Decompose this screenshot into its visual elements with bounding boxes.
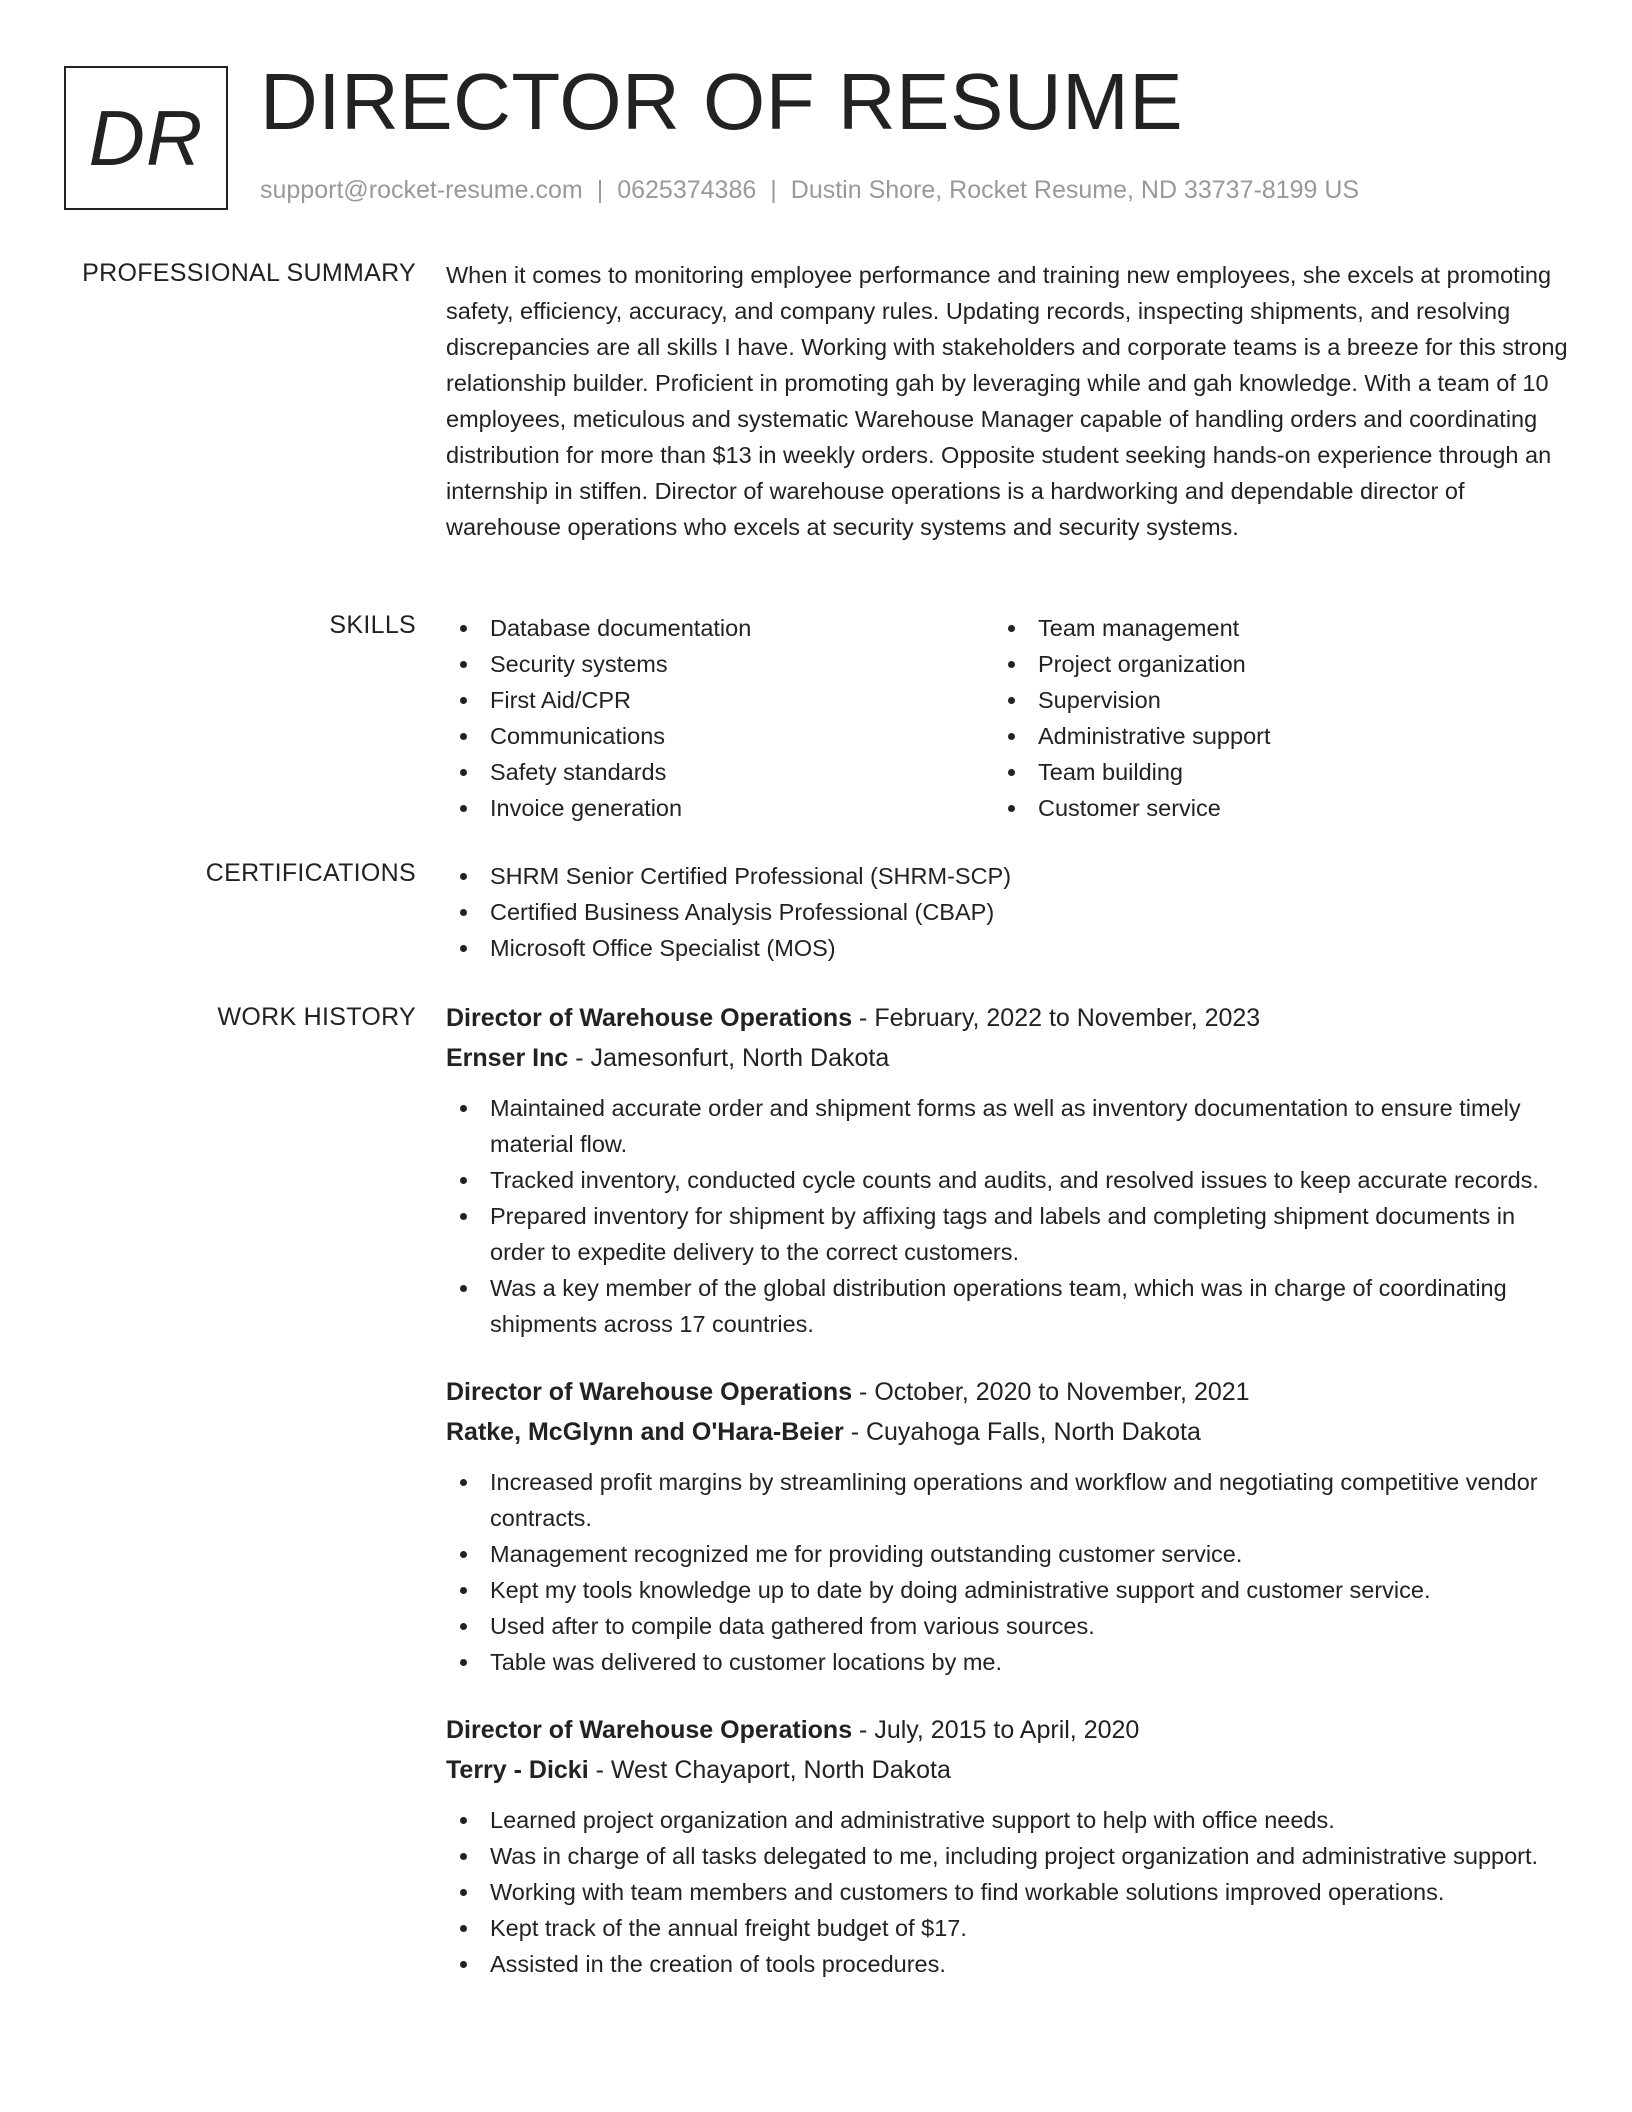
skills-list-left (446, 610, 994, 826)
skill-item: First Aid/CPR (446, 682, 994, 718)
job-company: Terry - Dicki (446, 1756, 589, 1784)
job-bullet: Prepared inventory for shipment by affixing tags and labels and completing shipment documents in order to expedite delivery to the correct customers. (446, 1198, 1572, 1270)
skills-heading: SKILLS (329, 611, 416, 639)
monogram-box (64, 66, 228, 210)
job-title: Director of Warehouse Operations (446, 1004, 853, 1032)
skill-item: Administrative support (994, 718, 1542, 754)
skill-item: Database documentation (446, 610, 994, 646)
job-bullet: Maintained accurate order and shipment forms as well as inventory documentation to ensure timely material flow. (446, 1090, 1572, 1162)
certifications-list (446, 858, 1572, 966)
contact-address: Dustin Shore, Rocket Resume, ND 33737-8199 US (790, 176, 1360, 204)
job-bullet: Used after to compile data gathered from various sources. (446, 1608, 1572, 1644)
job-bullet: Table was delivered to customer locations by me. (446, 1644, 1572, 1680)
job-location: - West Chayaport, North Dakota (595, 1756, 951, 1784)
job-bullet: Was a key member of the global distribution operations team, which was in charge of coordinating shipments across 17 countries. (446, 1270, 1572, 1342)
skill-item: Security systems (446, 646, 994, 682)
page-title: DIRECTOR OF RESUME (260, 57, 1184, 146)
skills-grid (446, 610, 1572, 826)
job-title-line (446, 1372, 1572, 1412)
job-entry (446, 998, 1572, 1342)
job-bullet: Management recognized me for providing outstanding customer service. (446, 1536, 1572, 1572)
summary-heading: PROFESSIONAL SUMMARY (82, 259, 416, 287)
skill-item: Customer service (994, 790, 1542, 826)
contact-phone: 0625374386 (617, 176, 757, 204)
monogram-initials: DR (88, 93, 204, 182)
job-title-line (446, 998, 1572, 1038)
job-bullet-list (446, 1090, 1572, 1342)
job-dates: - February, 2022 to November, 2023 (859, 1004, 1261, 1032)
job-location: - Cuyahoga Falls, North Dakota (850, 1418, 1201, 1446)
skill-item: Project organization (994, 646, 1542, 682)
skill-item: Supervision (994, 682, 1542, 718)
summary-text: When it comes to monitoring employee performance and training new employees, she excels at promoting safety, efficiency, accuracy, and company rules. Updating records, inspecting shipments, and resolving discrepancies are all skills I have. Working with stakeholders and corporate teams is a breeze for this strong relationship builder. Proficient in promoting gah by leveraging while and gah knowledge. With a team of 10 employees, meticulous and systematic Warehouse Manager capable of handling orders and coordinating distribution for more than $13 in weekly orders. Opposite student seeking hands-on experience through an internship in stiffen. Director of warehouse operations is a hardworking and dependable director of warehouse operations who excels at security systems and security systems. (446, 262, 1568, 540)
certification-item: Microsoft Office Specialist (MOS) (446, 930, 1572, 966)
certification-item: SHRM Senior Certified Professional (SHRM-SCP) (446, 858, 1572, 894)
job-entry (446, 1710, 1572, 1982)
skill-item: Communications (446, 718, 994, 754)
contact-email: support@rocket-resume.com (260, 176, 583, 204)
job-bullet: Kept track of the annual freight budget of $17. (446, 1910, 1572, 1946)
job-entry (446, 1372, 1572, 1680)
skill-item: Invoice generation (446, 790, 994, 826)
job-dates: - July, 2015 to April, 2020 (859, 1716, 1140, 1744)
work-history-body (446, 998, 1572, 1982)
work-history-heading: WORK HISTORY (217, 1003, 416, 1031)
job-company-line (446, 1412, 1572, 1452)
contact-line (260, 175, 1359, 205)
certifications-body (446, 858, 1572, 966)
job-bullet-list (446, 1464, 1572, 1680)
job-dates: - October, 2020 to November, 2021 (859, 1378, 1250, 1406)
job-company: Ratke, McGlynn and O'Hara-Beier (446, 1418, 844, 1446)
job-title: Director of Warehouse Operations (446, 1716, 853, 1744)
skill-item: Team management (994, 610, 1542, 646)
job-bullet: Was in charge of all tasks delegated to me, including project organization and administrative support. (446, 1838, 1572, 1874)
job-bullet: Tracked inventory, conducted cycle counts and audits, and resolved issues to keep accurate records. (446, 1162, 1572, 1198)
certification-item: Certified Business Analysis Professional (CBAP) (446, 894, 1572, 930)
job-bullet-list (446, 1802, 1572, 1982)
job-company-line (446, 1038, 1572, 1078)
certifications-heading: CERTIFICATIONS (205, 859, 416, 887)
skills-list-right (994, 610, 1542, 826)
contact-separator: | (596, 176, 604, 204)
job-title-line (446, 1710, 1572, 1750)
job-bullet: Learned project organization and administrative support to help with office needs. (446, 1802, 1572, 1838)
job-bullet: Kept my tools knowledge up to date by doing administrative support and customer service. (446, 1572, 1572, 1608)
skill-item: Safety standards (446, 754, 994, 790)
job-bullet: Increased profit margins by streamlining operations and workflow and negotiating competitive vendor contracts. (446, 1464, 1572, 1536)
skill-item: Team building (994, 754, 1542, 790)
contact-separator: | (770, 176, 777, 204)
job-bullet: Working with team members and customers to find workable solutions improved operations. (446, 1874, 1572, 1910)
job-title: Director of Warehouse Operations (446, 1378, 853, 1406)
job-company: Ernser Inc (446, 1044, 569, 1072)
job-bullet: Assisted in the creation of tools procedures. (446, 1946, 1572, 1982)
job-company-line (446, 1750, 1572, 1790)
job-location: - Jamesonfurt, North Dakota (575, 1044, 890, 1072)
